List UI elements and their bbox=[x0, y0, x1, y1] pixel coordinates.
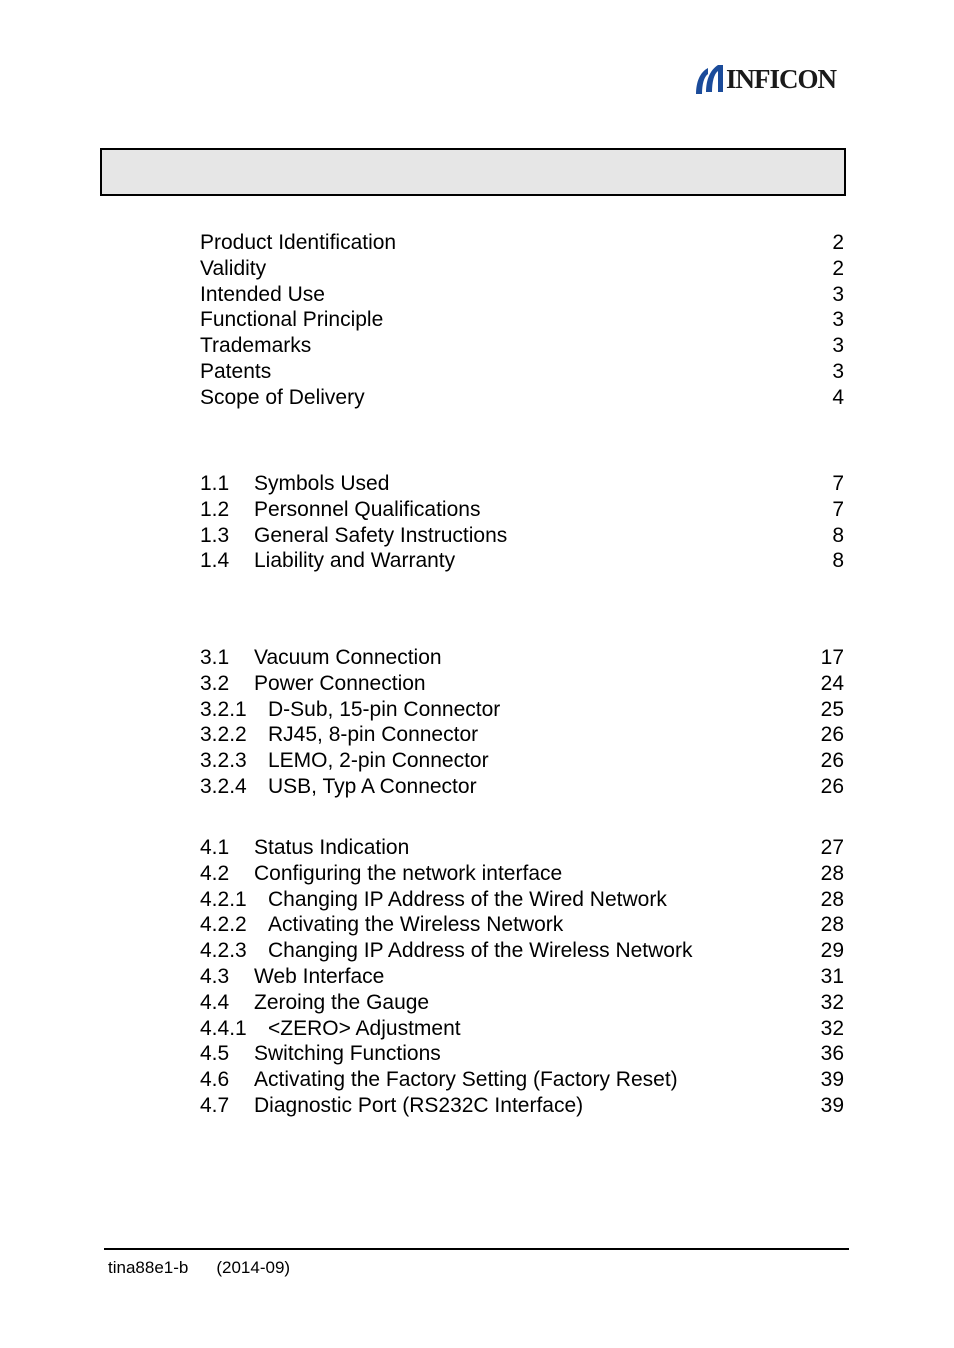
toc-entry[interactable] bbox=[200, 471, 844, 497]
toc-entry[interactable] bbox=[200, 282, 844, 308]
toc-entry[interactable] bbox=[200, 645, 844, 671]
toc-entry-number: 1.3 bbox=[200, 523, 230, 547]
inficon-logo-mark-icon bbox=[694, 62, 724, 96]
toc-entry-page: 32 bbox=[820, 990, 844, 1014]
toc-entry-number: 4.3 bbox=[200, 964, 230, 988]
toc-entry[interactable] bbox=[200, 835, 844, 861]
toc-entry-number: 4.6 bbox=[200, 1068, 230, 1092]
toc-entry-page: 4 bbox=[832, 385, 844, 409]
toc-entry-page: 26 bbox=[820, 749, 844, 773]
toc-entry-title: Configuring the network interface bbox=[254, 861, 563, 885]
toc-entry-number: 1.1 bbox=[200, 472, 230, 495]
toc-entry[interactable] bbox=[200, 748, 844, 774]
title-box bbox=[100, 148, 846, 196]
toc-entry-title: Diagnostic Port (RS232C Interface) bbox=[254, 1093, 584, 1117]
toc-entry[interactable] bbox=[200, 230, 844, 256]
toc-entry-number: 3.2 bbox=[200, 671, 230, 695]
toc-entry[interactable] bbox=[200, 964, 844, 990]
toc-entry-page: 32 bbox=[820, 1016, 844, 1040]
toc-entry-page: 3 bbox=[832, 359, 844, 383]
toc-entry[interactable] bbox=[200, 1016, 844, 1042]
logo-text: INFICON bbox=[726, 64, 837, 94]
toc-entry-title: General Safety Instructions bbox=[254, 523, 508, 547]
toc-entry[interactable] bbox=[200, 938, 844, 964]
toc-entry[interactable] bbox=[200, 1041, 844, 1067]
toc-entry-title: Personnel Qualifications bbox=[254, 497, 481, 521]
toc-entry-number: 3.2.1 bbox=[200, 697, 247, 721]
toc-entry[interactable] bbox=[200, 887, 844, 913]
toc-entry-title: Product Identification bbox=[200, 231, 397, 254]
toc-entry-number: 4.1 bbox=[200, 836, 230, 859]
toc-entry-number: 3.2.2 bbox=[200, 723, 247, 747]
toc-entry-number: 4.2.3 bbox=[200, 939, 247, 963]
toc-entry-page: 3 bbox=[832, 334, 844, 358]
toc-entry-number: 4.5 bbox=[200, 1042, 230, 1066]
footer-date: (2014-09) bbox=[216, 1258, 291, 1277]
toc-entry[interactable] bbox=[200, 333, 844, 359]
toc-entry-title: D-Sub, 15-pin Connector bbox=[268, 697, 501, 721]
toc-entry-title: Changing IP Address of the Wireless Network bbox=[268, 939, 693, 963]
toc-entry-page: 28 bbox=[820, 887, 844, 911]
toc-entry-title: Functional Principle bbox=[200, 308, 384, 332]
toc-intro-list bbox=[200, 230, 844, 411]
toc-entry-page: 31 bbox=[820, 964, 844, 988]
toc-entry-page: 17 bbox=[820, 646, 844, 669]
toc-entry[interactable] bbox=[200, 385, 844, 411]
toc-entry[interactable] bbox=[200, 359, 844, 385]
toc-entry-number: 1.4 bbox=[200, 549, 230, 573]
toc-entry-page: 2 bbox=[832, 256, 844, 280]
toc-entry-title: Validity bbox=[200, 256, 267, 280]
toc-entry-number: 3.2.3 bbox=[200, 749, 247, 773]
toc-entry-page: 39 bbox=[820, 1068, 844, 1092]
toc-entry-page: 25 bbox=[820, 697, 844, 721]
toc-entry[interactable] bbox=[200, 861, 844, 887]
toc-entry-title: USB, Typ A Connector bbox=[268, 774, 477, 798]
toc-entry[interactable] bbox=[200, 722, 844, 748]
toc-entry-page: 28 bbox=[820, 913, 844, 937]
toc-entry-title: Symbols Used bbox=[254, 472, 390, 495]
footer-doc-id: tina88e1-b bbox=[108, 1258, 189, 1277]
toc-entry-number: 4.7 bbox=[200, 1093, 230, 1117]
toc-entry-number: 4.4 bbox=[200, 990, 230, 1014]
toc-entry-title: Changing IP Address of the Wired Network bbox=[268, 887, 667, 911]
toc-entry-page: 3 bbox=[832, 308, 844, 332]
toc-entry-page: 29 bbox=[820, 939, 844, 963]
toc-entry-number: 1.2 bbox=[200, 497, 230, 521]
toc-entry-title: Switching Functions bbox=[254, 1042, 441, 1066]
toc-section3-list bbox=[200, 645, 844, 800]
toc-entry-page: 3 bbox=[832, 282, 844, 306]
toc-entry[interactable] bbox=[200, 912, 844, 938]
toc-entry[interactable] bbox=[200, 497, 844, 523]
footer bbox=[108, 1258, 290, 1278]
toc-entry-page: 27 bbox=[820, 836, 844, 859]
toc-entry-page: 7 bbox=[832, 497, 844, 521]
toc-entry-page: 26 bbox=[820, 774, 844, 798]
toc-entry-title: LEMO, 2-pin Connector bbox=[268, 749, 489, 773]
toc-entry[interactable] bbox=[200, 1067, 844, 1093]
toc-entry[interactable] bbox=[200, 774, 844, 800]
toc-entry-page: 39 bbox=[820, 1093, 844, 1117]
toc-entry-title: Activating the Wireless Network bbox=[268, 913, 564, 937]
toc-entry-title: Web Interface bbox=[254, 964, 385, 988]
toc-entry[interactable] bbox=[200, 671, 844, 697]
toc-entry-page: 36 bbox=[820, 1042, 844, 1066]
toc-entry-title: Power Connection bbox=[254, 671, 426, 695]
toc-entry-title: <ZERO> Adjustment bbox=[268, 1016, 461, 1040]
toc-entry-title: Vacuum Connection bbox=[254, 646, 442, 669]
toc-entry-page: 8 bbox=[832, 523, 844, 547]
toc-entry-page: 24 bbox=[820, 671, 844, 695]
toc-section1-list bbox=[200, 471, 844, 574]
toc-entry-title: Intended Use bbox=[200, 282, 325, 306]
toc-entry-title: Activating the Factory Setting (Factory Reset) bbox=[254, 1068, 678, 1092]
toc-entry-number: 4.2.1 bbox=[200, 887, 247, 911]
toc-section4-list bbox=[200, 835, 844, 1119]
toc-entry-title: RJ45, 8-pin Connector bbox=[268, 723, 479, 747]
toc-entry-number: 3.1 bbox=[200, 646, 230, 669]
toc-entry[interactable] bbox=[200, 697, 844, 723]
toc-entry-number: 4.2 bbox=[200, 861, 230, 885]
toc-entry-title: Zeroing the Gauge bbox=[254, 990, 430, 1014]
toc-entry-page: 7 bbox=[832, 472, 844, 495]
toc-entry-page: 8 bbox=[832, 549, 844, 573]
toc-entry-number: 4.4.1 bbox=[200, 1016, 247, 1040]
toc-entry-title: Patents bbox=[200, 359, 272, 383]
toc-entry-number: 3.2.4 bbox=[200, 774, 247, 798]
footer-rule bbox=[104, 1248, 849, 1250]
toc-entry-page: 28 bbox=[820, 861, 844, 885]
toc-entry[interactable] bbox=[200, 256, 844, 282]
toc-entry-title: Liability and Warranty bbox=[254, 549, 456, 573]
toc-entry-title: Status Indication bbox=[254, 836, 410, 859]
toc-entry-page: 26 bbox=[820, 723, 844, 747]
toc-entry[interactable] bbox=[200, 990, 844, 1016]
toc-entry-page: 2 bbox=[832, 231, 844, 254]
toc-entry[interactable] bbox=[200, 1093, 844, 1119]
toc-entry[interactable] bbox=[200, 307, 844, 333]
inficon-logo bbox=[694, 62, 836, 96]
toc-entry-number: 4.2.2 bbox=[200, 913, 247, 937]
toc-entry-title: Trademarks bbox=[200, 334, 312, 358]
toc-entry-title: Scope of Delivery bbox=[200, 385, 365, 409]
toc-entry[interactable] bbox=[200, 548, 844, 574]
toc-entry[interactable] bbox=[200, 523, 844, 549]
